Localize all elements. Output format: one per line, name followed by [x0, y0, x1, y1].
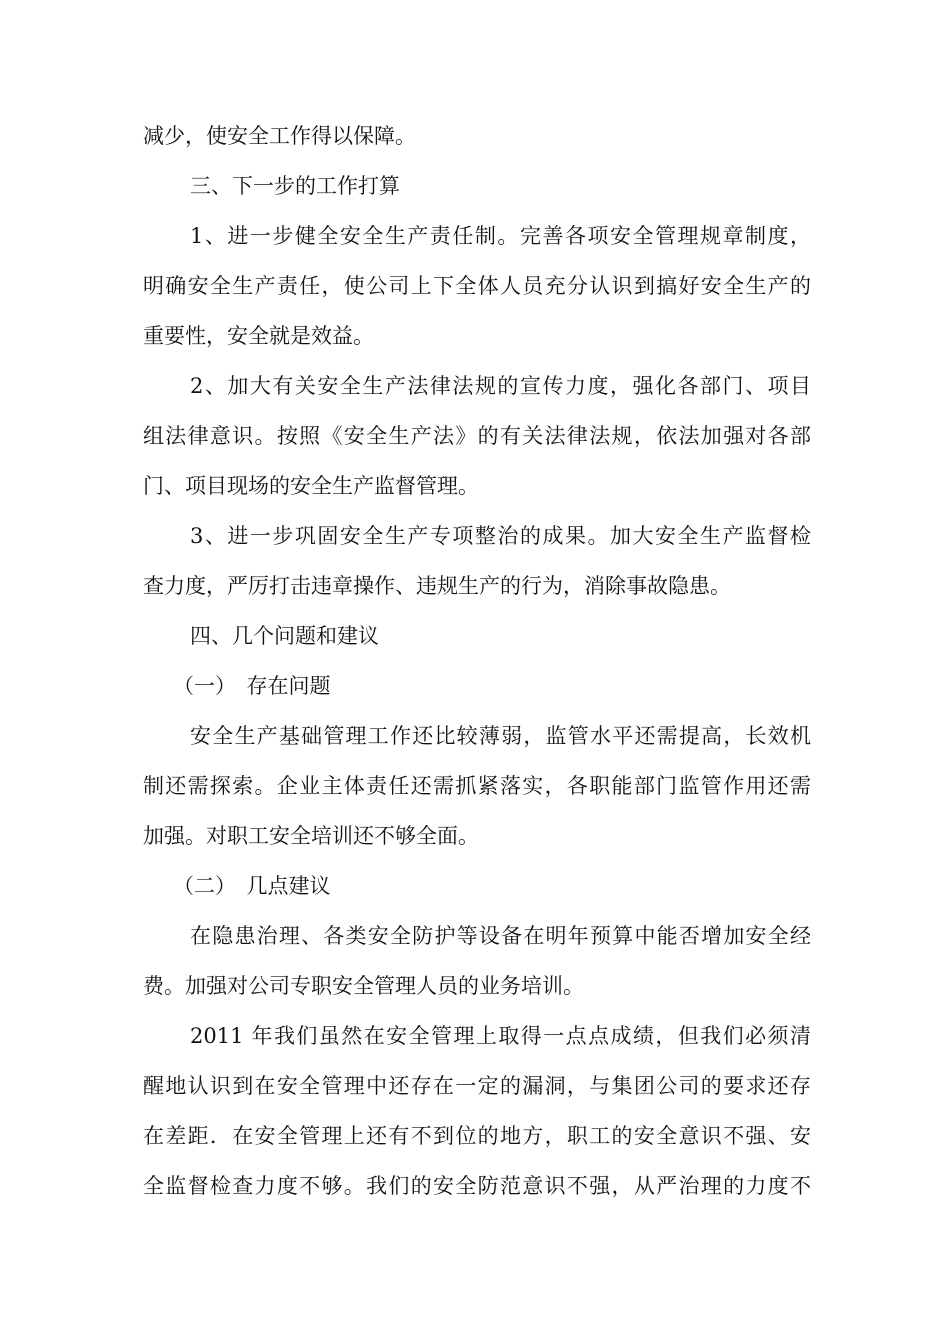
- text-line: 1、进一步健全安全生产责任制。完善各项安全管理规章制度，: [190, 224, 811, 248]
- text-line: 明确安全生产责任，使公司上下全体人员充分认识到搞好安全生产的: [143, 274, 811, 298]
- text-line: 查力度，严厉打击违章操作、违规生产的行为，消除事故隐患。: [143, 574, 731, 598]
- section-heading: 三、下一步的工作打算: [190, 174, 400, 198]
- text-line: 安全生产基础管理工作还比较薄弱，监管水平还需提高，长效机: [190, 724, 811, 748]
- text-line: 制还需探索。企业主体责任还需抓紧落实，各职能部门监管作用还需: [143, 774, 811, 798]
- text-line: 醒地认识到在安全管理中还存在一定的漏洞，与集团公司的要求还存: [143, 1074, 811, 1098]
- subsection-heading: （二） 几点建议: [173, 874, 331, 898]
- text-line: 全监督检查力度不够。我们的安全防范意识不强，从严治理的力度不: [143, 1174, 811, 1198]
- text-line: 在差距．在安全管理上还有不到位的地方，职工的安全意识不强、安: [143, 1124, 811, 1148]
- text-line: 3、进一步巩固安全生产专项整治的成果。加大安全生产监督检: [190, 524, 811, 548]
- subsection-heading: （一） 存在问题: [173, 674, 331, 698]
- text-line: 重要性，安全就是效益。: [143, 324, 374, 348]
- text-line: 加强。对职工安全培训还不够全面。: [143, 824, 479, 848]
- text-line: 组法律意识。按照《安全生产法》的有关法律法规，依法加强对各部: [143, 424, 811, 448]
- text-line: 2、加大有关安全生产法律法规的宣传力度，强化各部门、项目: [190, 374, 811, 398]
- text-line: 门、项目现场的安全生产监督管理。: [143, 474, 479, 498]
- text-line: 费。加强对公司专职安全管理人员的业务培训。: [143, 974, 584, 998]
- text-line: 2011 年我们虽然在安全管理上取得一点点成绩，但我们必须清: [190, 1024, 811, 1048]
- text-line: 减少，使安全工作得以保障。: [143, 124, 416, 148]
- text-line: 在隐患治理、各类安全防护等设备在明年预算中能否增加安全经: [190, 924, 811, 948]
- section-heading: 四、几个问题和建议: [190, 624, 379, 648]
